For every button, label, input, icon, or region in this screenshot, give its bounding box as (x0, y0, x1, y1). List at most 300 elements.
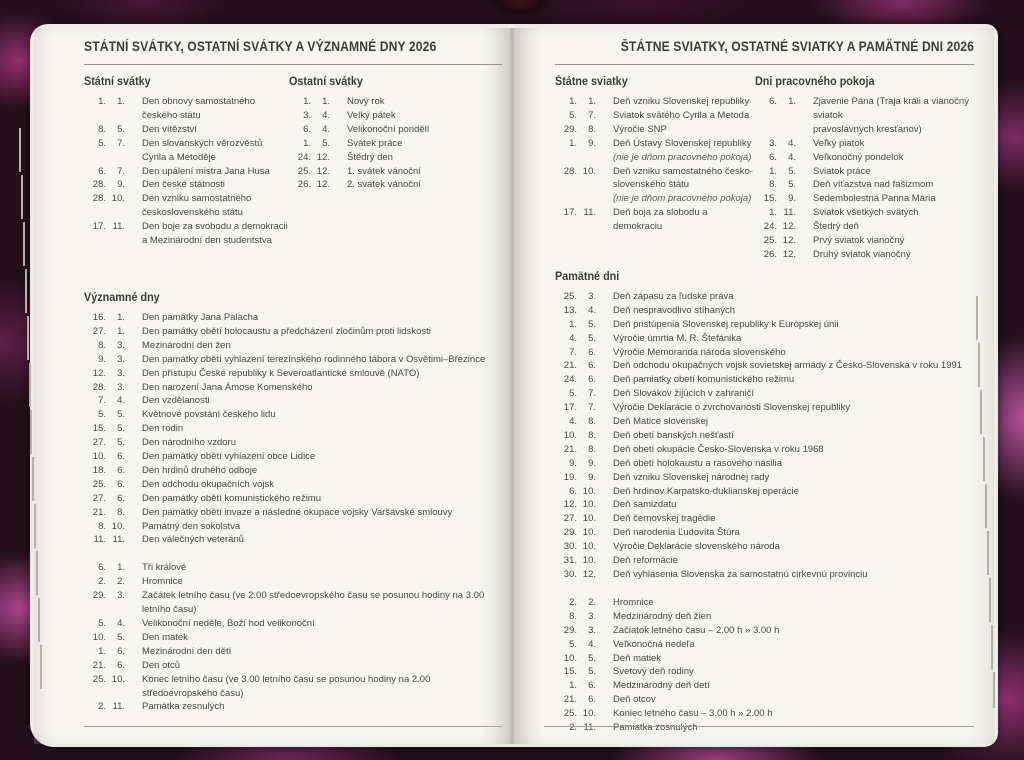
holiday-name: Deň samizdatu (613, 499, 677, 511)
holiday-name: Sviatok svätého Cyrila a Metoda (613, 109, 750, 121)
month-number: 1. (117, 311, 125, 323)
holiday-row (555, 679, 974, 693)
month-number: 2. (117, 576, 125, 588)
day-number: 7. (569, 346, 577, 358)
day-number: 28. (92, 381, 106, 393)
day-number: 10. (92, 451, 106, 463)
month-number: 6. (588, 694, 596, 706)
holiday-row (84, 464, 502, 478)
holiday-row (555, 526, 974, 540)
month-number: 12. (782, 221, 796, 233)
day-number: 13. (563, 304, 577, 316)
holiday-row (555, 346, 974, 360)
holiday-name: Deň vzniku samostatného česko-slovenského štátu (nie je dňom pracovného pokoja) (613, 165, 753, 205)
holiday-name: Deň vyhlásenia Slovenska za samostatnú cirkevnú provinciu (613, 569, 868, 580)
month-number: 6. (117, 451, 125, 463)
day-number: 4. (569, 332, 577, 344)
month-number: 9. (788, 193, 796, 205)
month-number: 3. (117, 367, 125, 379)
month-number: 12. (782, 235, 796, 247)
day-number: 2. (569, 722, 577, 734)
holiday-row (755, 151, 974, 165)
month-number: 10. (582, 708, 596, 720)
day-number: 25. (92, 478, 106, 490)
day-number: 21. (92, 659, 106, 671)
holiday-row (84, 95, 289, 123)
holiday-row (555, 304, 974, 318)
left-column-other-holidays (289, 76, 502, 248)
month-number: 6. (588, 346, 596, 358)
day-number: 21. (563, 360, 577, 372)
holiday-row (289, 165, 502, 179)
holiday-name: Veľký piatok (813, 137, 865, 149)
holiday-name: Deň nespravodlivo stíhaných (613, 304, 735, 316)
holiday-name: Nový rok (347, 96, 385, 107)
holiday-name: Začiatok letného času – 2.00 h » 3.00 h (613, 624, 780, 636)
holiday-row (755, 165, 974, 179)
list-ostatni-svatky (289, 95, 502, 192)
day-number: 1. (569, 137, 577, 149)
month-number: 12. (582, 569, 596, 580)
holiday-row (84, 178, 289, 192)
holiday-row (289, 178, 502, 192)
holiday-name: Deň otcov (613, 694, 656, 706)
holiday-name: Den vzdělanosti (142, 395, 210, 407)
day-number: 30. (563, 569, 577, 580)
month-number: 1. (788, 96, 796, 107)
holiday-name: Konec letního času (ve 3.00 letního času se posunou hodiny na 2.00 středoevropského času) (142, 673, 431, 699)
holiday-name: Deň Slovákov žijúcich v zahraničí (613, 388, 754, 400)
month-number: 12. (316, 179, 330, 191)
day-number: 12. (92, 367, 106, 379)
section-title-pamatne-dni: Pamätné dni (555, 270, 620, 283)
holiday-row (84, 533, 502, 547)
day-number: 3. (769, 137, 777, 149)
holiday-name: Hromnice (613, 596, 654, 608)
month-number: 3. (117, 590, 125, 602)
month-number: 6. (117, 464, 125, 476)
day-number: 6. (569, 485, 577, 497)
right-columns (555, 76, 974, 262)
holiday-name: Den národního vzdoru (142, 437, 237, 449)
day-number: 28. (92, 179, 106, 191)
month-number: 7. (588, 402, 596, 414)
holiday-name: Den boje za svobodu a demokracii a Mezinárodní den studentstva (142, 221, 288, 247)
section-title-ostatni-svatky: Ostatní svátky (289, 76, 363, 88)
holiday-row (84, 381, 502, 395)
month-number: 1. (588, 96, 596, 107)
holiday-name: Tři králové (142, 562, 187, 574)
holiday-name: Prvý sviatok vianočný (813, 235, 905, 247)
month-number: 8. (588, 429, 596, 441)
holiday-row (84, 520, 502, 534)
day-number: 25. (563, 708, 577, 720)
day-number: 5. (569, 109, 577, 121)
day-number: 25. (763, 235, 777, 247)
month-number: 3. (588, 624, 596, 636)
holiday-name: 1. svátek vánoční (347, 165, 421, 177)
holiday-row (555, 109, 755, 123)
month-number: 9. (588, 457, 596, 469)
list-pamatne-dni-2 (555, 596, 974, 735)
day-number: 2. (98, 576, 106, 588)
holiday-name: Deň reformácie (613, 555, 678, 567)
day-number: 7. (98, 395, 106, 407)
month-number: 5. (588, 666, 596, 678)
holiday-row (555, 332, 974, 346)
month-number: 6. (588, 680, 596, 692)
day-number: 29. (92, 590, 106, 602)
holiday-name: Deň zápasu za ľudské práva (613, 290, 734, 302)
day-number: 12. (563, 499, 577, 511)
holiday-row (289, 151, 502, 165)
holiday-name: Den památky obětí vyhlazení obce Lidice (142, 451, 316, 463)
day-number: 1. (769, 207, 777, 219)
day-number: 1. (569, 318, 577, 330)
list-vyznamne-dny-2 (84, 561, 502, 714)
section-title-vyznamne-dny: Významné dny (84, 291, 160, 304)
holiday-row (84, 506, 502, 520)
day-number: 31. (563, 555, 577, 567)
holiday-name: Deň Ústavy Slovenskej republiky (nie je dňom pracovného pokoja) (613, 137, 752, 163)
holiday-name: Výročie Deklarácie slovenského národa (613, 541, 780, 553)
day-number: 25. (92, 673, 106, 685)
month-number: 12. (782, 248, 796, 260)
holiday-row (755, 95, 974, 137)
day-number: 10. (563, 429, 577, 441)
month-number: 11. (112, 534, 125, 546)
holiday-row (555, 652, 974, 666)
month-number: 10. (582, 513, 596, 525)
holiday-name: Sviatok práce (813, 165, 871, 177)
left-page (34, 28, 514, 744)
holiday-row (555, 165, 755, 207)
holiday-name: Velikonoční pondělí (347, 123, 430, 135)
day-number: 18. (92, 464, 106, 476)
holiday-name: Výročie SNP (613, 123, 667, 135)
holiday-row (84, 123, 289, 137)
day-number: 8. (98, 339, 106, 351)
day-number: 2. (98, 701, 106, 713)
month-number: 6. (117, 659, 125, 671)
day-number: 17. (563, 402, 577, 414)
day-number: 8. (769, 179, 777, 191)
month-number: 10. (582, 165, 596, 177)
month-number: 7. (588, 388, 596, 400)
day-number: 24. (297, 151, 311, 163)
month-number: 3. (117, 339, 125, 351)
month-number: 3. (588, 290, 596, 302)
holiday-row (755, 192, 974, 206)
holiday-row (84, 673, 502, 701)
holiday-name: Den obnovy samostatného českého státu (142, 96, 256, 121)
day-number: 5. (98, 137, 106, 149)
day-number: 24. (763, 221, 777, 233)
holiday-name: Svetový deň rodiny (613, 666, 694, 678)
day-number: 28. (563, 165, 577, 177)
month-number: 6. (117, 478, 125, 490)
holiday-row (755, 234, 974, 248)
day-number: 21. (563, 694, 577, 706)
day-number: 10. (563, 652, 577, 664)
holiday-row (755, 248, 974, 262)
day-number: 8. (98, 520, 106, 532)
holiday-row (84, 617, 502, 631)
day-number: 1. (98, 96, 106, 107)
month-number: 6. (588, 360, 596, 372)
list-pamatne-dni-1 (555, 290, 974, 582)
holiday-name: Výročie Deklarácie o zvrchovanosti Slovenskej republiky (613, 402, 851, 414)
month-number: 10. (111, 673, 125, 685)
holiday-row (555, 707, 974, 721)
month-number: 4. (588, 304, 596, 316)
month-number: 7. (588, 109, 596, 121)
holiday-row (555, 443, 974, 457)
day-number: 24. (563, 374, 577, 386)
month-number: 11. (112, 701, 125, 713)
holiday-row (84, 394, 502, 408)
holiday-row (555, 540, 974, 554)
day-number: 6. (769, 96, 777, 107)
month-number: 10. (582, 485, 596, 497)
holiday-name: Výročie úmrtia M. R. Štefánika (613, 332, 742, 344)
month-number: 5. (588, 318, 596, 330)
holiday-name: Druhý sviatok vianočný (813, 248, 911, 260)
month-number: 5. (788, 179, 796, 191)
day-number: 17. (563, 207, 577, 219)
holiday-row (289, 109, 502, 123)
holiday-row (755, 206, 974, 220)
holiday-row (555, 596, 974, 610)
holiday-row (555, 457, 974, 471)
day-number: 30. (563, 541, 577, 553)
month-number: 4. (322, 109, 330, 121)
month-number: 9. (588, 471, 596, 483)
holiday-name: Deň matiek (613, 652, 662, 664)
day-number: 21. (92, 506, 106, 518)
month-number: 1. (322, 96, 330, 107)
day-number: 6. (98, 562, 106, 574)
day-number: 1. (569, 680, 577, 692)
holiday-name: Deň obetí okupácie Česko-Slovenska v roku 1968 (613, 443, 824, 455)
holiday-name: Den rodin (142, 423, 184, 435)
day-number: 19. (563, 471, 577, 483)
holiday-name: Medzinárodný deň detí (613, 680, 710, 692)
holiday-name: Den slovanských věrozvěstů Cyrila a Metoděje (142, 137, 263, 163)
month-number: 5. (588, 332, 596, 344)
section-title-dni-pracovneho-pokoja: Dni pracovného pokoja (755, 76, 875, 88)
month-number: 8. (588, 123, 596, 135)
right-header-rule (555, 64, 974, 65)
day-number: 10. (92, 631, 106, 643)
holiday-row (555, 429, 974, 443)
day-number: 9. (569, 457, 577, 469)
month-number: 10. (582, 541, 596, 553)
day-number: 25. (563, 290, 577, 302)
day-number: 16. (92, 311, 106, 323)
month-number: 8. (588, 416, 596, 428)
holiday-name: Koniec letného času – 3.00 h » 2.00 h (613, 708, 773, 720)
holiday-name: Den hrdinů druhého odboje (142, 464, 258, 476)
day-number: 6. (98, 165, 106, 177)
right-page (514, 28, 994, 744)
month-number: 3. (117, 381, 125, 393)
month-number: 11. (583, 722, 596, 734)
month-number: 4. (322, 123, 330, 135)
holiday-row (84, 165, 289, 179)
day-number: 2. (569, 596, 577, 608)
month-number: 6. (588, 374, 596, 386)
holiday-row (555, 693, 974, 707)
holiday-name: Den památky obětí vyhlazení terezínského rodinného tábora v Osvětimi–Březince (142, 353, 486, 365)
holiday-name: Pamiatka zosnulých (613, 722, 698, 734)
holiday-name: Den vzniku samostatného československého státu (142, 193, 252, 219)
month-number: 3. (588, 610, 596, 622)
holiday-name: Deň pristúpenia Slovenskej republiky k Európskej únii (613, 318, 839, 330)
day-number: 25. (297, 165, 311, 177)
day-number: 5. (98, 409, 106, 421)
holiday-name: Velký pátek (347, 109, 396, 121)
holiday-row (555, 485, 974, 499)
holiday-name: Deň Matice slovenskej (613, 416, 709, 428)
holiday-name: Deň boja za slobodu a demokraciu (613, 207, 708, 233)
day-number: 27. (92, 437, 106, 449)
holiday-row (84, 492, 502, 506)
month-number: 11. (783, 207, 796, 219)
list-dni-pracovneho-pokoja (755, 95, 974, 262)
month-number: 5. (117, 437, 125, 449)
month-number: 7. (117, 137, 125, 149)
month-number: 10. (582, 527, 596, 539)
right-column-state-holidays (555, 76, 755, 262)
holiday-row (555, 290, 974, 304)
month-number: 5. (322, 137, 330, 149)
month-number: 4. (788, 137, 796, 149)
holiday-name: Památný den sokolstva (142, 520, 241, 532)
list-vyznamne-dny-1 (84, 311, 502, 547)
day-number: 4. (569, 416, 577, 428)
holiday-name: Veľkonočný pondelok (813, 151, 904, 163)
holiday-row (555, 471, 974, 485)
holiday-row (555, 373, 974, 387)
holiday-name: Deň vzniku Slovenskej republiky (613, 96, 750, 107)
holiday-name: Deň víťazstva nad fašizmom (813, 179, 934, 191)
holiday-row (555, 137, 755, 165)
holiday-name: Deň obetí holokaustu a rasového násilia (613, 457, 783, 469)
section-title-statne-sviatky: Štátne sviatky (555, 76, 628, 88)
left-header-rule (84, 64, 502, 65)
holiday-name: Hromnice (142, 576, 183, 588)
day-number: 8. (569, 610, 577, 622)
holiday-name: Den otců (142, 659, 181, 671)
day-number: 26. (297, 179, 311, 191)
month-number: 10. (582, 499, 596, 511)
day-number: 29. (563, 123, 577, 135)
left-column-state-holidays (84, 76, 289, 248)
holiday-name: Deň odchodu okupačných vojsk sovietskej armády z Česko-Slovenska v roku 1991 (613, 360, 963, 372)
holiday-name: Den narození Jana Ámose Komenského (142, 381, 313, 393)
day-number: 15. (563, 666, 577, 678)
holiday-row (555, 624, 974, 638)
holiday-name: Mezinárodní den dětí (142, 645, 232, 657)
day-number: 15. (92, 423, 106, 435)
holiday-row (84, 339, 502, 353)
day-number: 5. (569, 388, 577, 400)
holiday-name: Den vítězství (142, 123, 197, 135)
day-number: 3. (303, 109, 311, 121)
holiday-name: Velikonoční neděle, Boží hod velikonoční (142, 618, 315, 629)
day-number: 29. (563, 527, 577, 539)
month-number: 5. (117, 631, 125, 643)
day-number: 27. (92, 492, 106, 504)
holiday-row (555, 95, 755, 109)
day-number: 17. (92, 221, 106, 233)
holiday-name: Deň obetí banských nešťastí (613, 429, 734, 441)
holiday-name: Medzinárodný deň žien (613, 610, 712, 622)
month-number: 10. (111, 520, 125, 532)
spine-top-notch (489, 0, 551, 27)
holiday-row (555, 359, 974, 373)
right-page-title: ŠTÁTNE SVIATKY, OSTATNÉ SVIATKY A PAMÄTNÉ DNI 2026 (620, 39, 974, 54)
right-column-rest-days (755, 76, 974, 262)
day-number: 5. (569, 638, 577, 650)
holiday-row (755, 178, 974, 192)
holiday-row (555, 638, 974, 652)
holiday-name: Deň vzniku Slovenskej národnej rady (613, 471, 770, 483)
day-number: 27. (563, 513, 577, 525)
holiday-name: Den matek (142, 631, 188, 643)
holiday-name: Sviatok všetkých svätých (813, 207, 919, 219)
month-number: 1. (117, 562, 125, 574)
month-number: 11. (112, 221, 125, 233)
holiday-name: Deň pamiatky obetí komunistického režimu (613, 374, 795, 386)
holiday-row (555, 401, 974, 415)
month-number: 5. (117, 123, 125, 135)
holiday-row (84, 589, 502, 617)
day-number: 1. (569, 96, 577, 107)
holiday-name: Svátek práce (347, 137, 403, 149)
holiday-row (84, 311, 502, 325)
holiday-name: Výročie Memoranda národa slovenského (613, 346, 786, 358)
day-number: 26. (763, 248, 777, 260)
right-footer-rule (544, 726, 974, 727)
month-number: 9. (117, 179, 125, 191)
month-number: 10. (582, 555, 596, 567)
holiday-name: Památka zesnulých (142, 701, 225, 713)
holiday-row (84, 575, 502, 589)
holiday-row (555, 387, 974, 401)
month-number: 4. (788, 151, 796, 163)
holiday-name: Štědrý den (347, 151, 393, 163)
day-number: 1. (769, 165, 777, 177)
month-number: 3. (117, 353, 125, 365)
holiday-name: 2. svátek vánoční (347, 179, 421, 191)
month-number: 10. (111, 193, 125, 205)
holiday-row (84, 659, 502, 673)
month-number: 12. (316, 151, 330, 163)
month-number: 4. (588, 638, 596, 650)
holiday-row (555, 206, 755, 234)
month-number: 7. (117, 165, 125, 177)
holiday-name: Deň černovskej tragédie (613, 513, 716, 525)
month-number: 11. (583, 207, 596, 219)
day-number: 15. (763, 193, 777, 205)
day-number: 21. (563, 443, 577, 455)
month-number: 1. (117, 325, 125, 337)
holiday-name: Den památky obětí invaze a následné okupace vojsky Varšavské smlouvy (142, 506, 453, 518)
holiday-row (84, 325, 502, 339)
holiday-name: Začátek letního času (ve 2.00 středoevropského času se posunou hodiny na 3.00 letního času) (142, 590, 485, 616)
